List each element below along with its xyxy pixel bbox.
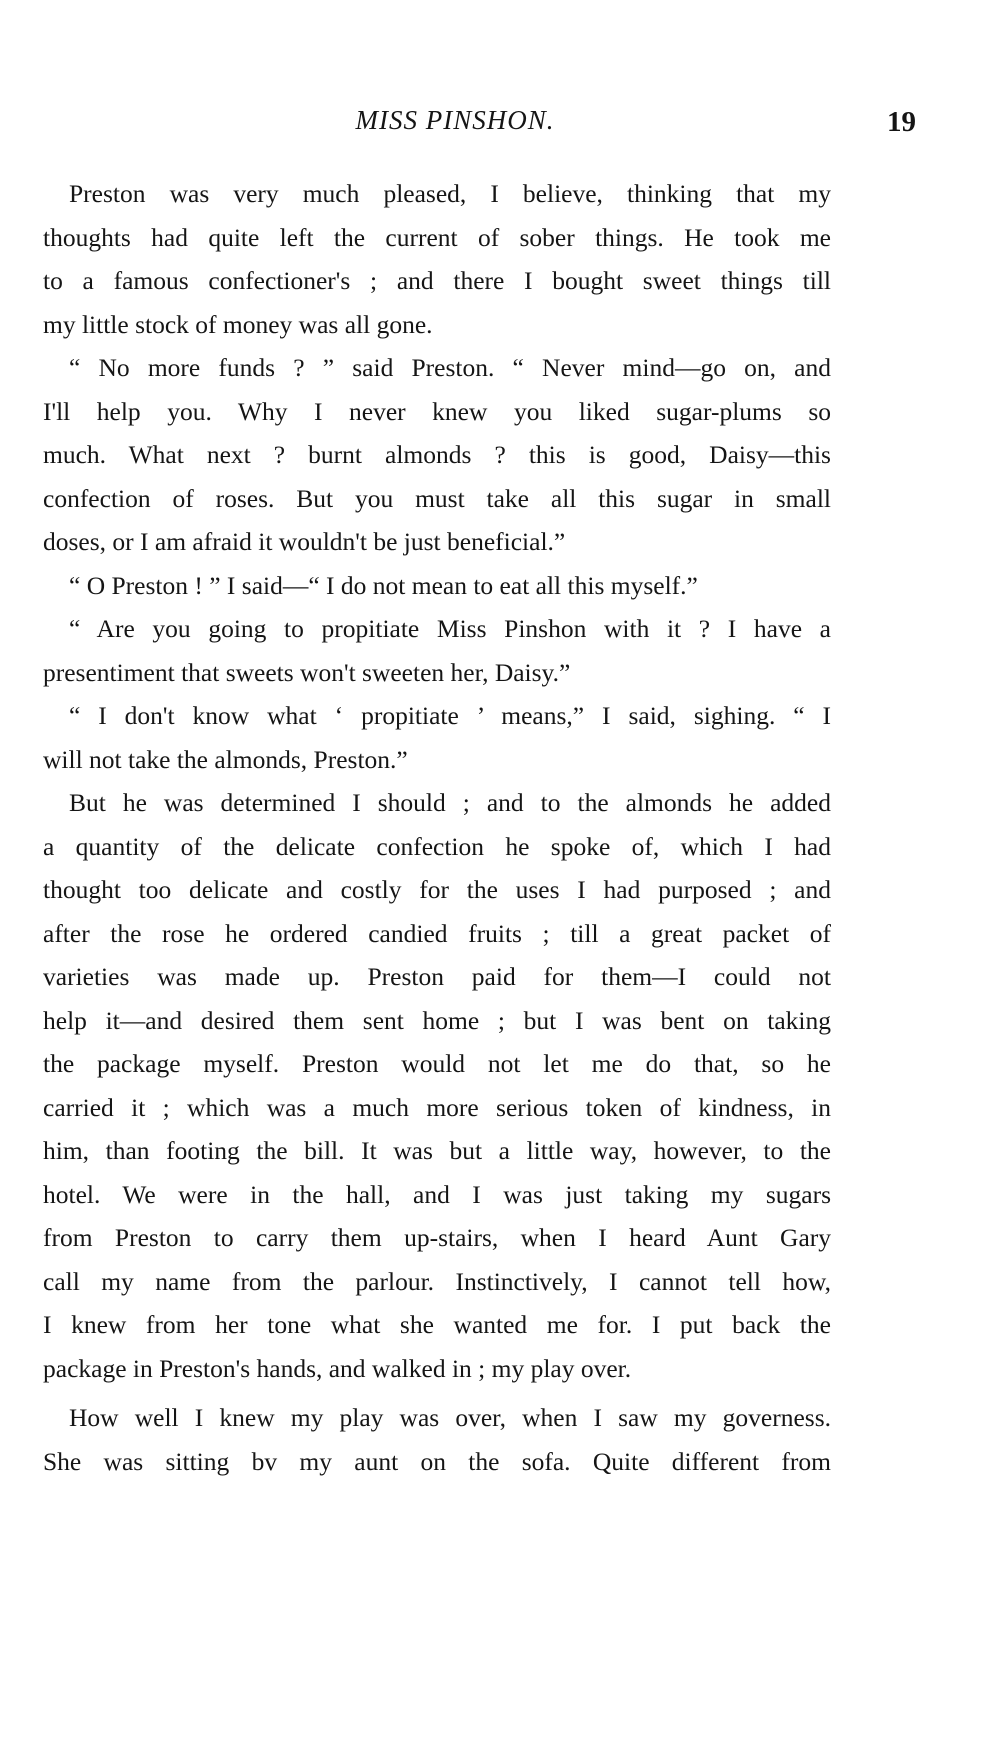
text-line: call my name from the parlour. Instinctively, I cannot tell how, xyxy=(43,1266,831,1296)
text-line: him, than footing the bill. It was but a little way, however, to the xyxy=(43,1136,831,1165)
text-line: carried it ; which was a much more serious token of kindness, in xyxy=(43,1092,831,1122)
text-line: “ Are you going to propitiate Miss Pinshon with it ? I have a xyxy=(69,614,831,643)
paragraph xyxy=(43,607,831,694)
running-title: MISS PINSHON. xyxy=(355,105,555,135)
text-line: package in Preston's hands, and walked in ; my play over. xyxy=(43,1353,632,1383)
text-line: How well I knew my play was over, when I saw my governess. xyxy=(69,1403,831,1432)
body-text xyxy=(43,172,831,1483)
text-line: the package myself. Preston would not let me do that, so he xyxy=(43,1049,831,1078)
text-line: I knew from her tone what she wanted me for. I put back the xyxy=(43,1310,831,1339)
text-line: “ O Preston ! ” I said—“ I do not mean to eat all this myself.” xyxy=(69,570,698,600)
text-line: doses, or I am afraid it wouldn't be just beneficial.” xyxy=(43,527,566,556)
text-line: after the rose he ordered candied fruits ; till a great packet of xyxy=(43,918,831,948)
text-line: varieties was made up. Preston paid for them—I could not xyxy=(43,962,831,991)
text-line: “ I don't know what ‘ propitiate ’ means,” I said, sighing. “ I xyxy=(69,701,831,730)
text-line: hotel. We were in the hall, and I was just taking my sugars xyxy=(43,1179,831,1209)
paragraph xyxy=(43,694,831,781)
paragraph xyxy=(43,172,831,346)
text-line: a quantity of the delicate confection he spoke of, which I had xyxy=(43,831,831,861)
text-line: thoughts had quite left the current of sober things. He took me xyxy=(43,222,831,252)
text-line: thought too delicate and costly for the uses I had purposed ; and xyxy=(43,875,831,904)
page-number: 19 xyxy=(887,106,916,138)
text-line: from Preston to carry them up-stairs, when I heard Aunt Gary xyxy=(43,1223,831,1252)
text-line: I'll help you. Why I never knew you liked sugar-plums so xyxy=(43,396,831,426)
text-line: Preston was very much pleased, I believe, thinking that my xyxy=(69,179,831,208)
text-line: “ No more funds ? ” said Preston. “ Never mind—go on, and xyxy=(69,353,831,382)
paragraph xyxy=(43,1396,831,1483)
text-line: confection of roses. But you must take all this sugar in small xyxy=(43,483,831,513)
running-head xyxy=(0,100,1000,140)
text-line: She was sitting bv my aunt on the sofa. Quite different from xyxy=(43,1446,831,1476)
paragraph xyxy=(43,346,831,564)
text-line: much. What next ? burnt almonds ? this is good, Daisy—this xyxy=(43,440,831,469)
text-line: help it—and desired them sent home ; but I was bent on taking xyxy=(43,1005,831,1035)
text-line: will not take the almonds, Preston.” xyxy=(43,744,408,774)
text-line: presentiment that sweets won't sweeten her, Daisy.” xyxy=(43,657,571,687)
paragraph xyxy=(43,781,831,1390)
paragraph xyxy=(43,564,831,608)
text-line: But he was determined I should ; and to the almonds he added xyxy=(69,788,831,817)
text-line: my little stock of money was all gone. xyxy=(43,309,433,339)
text-line: to a famous confectioner's ; and there I bought sweet things till xyxy=(43,266,831,295)
